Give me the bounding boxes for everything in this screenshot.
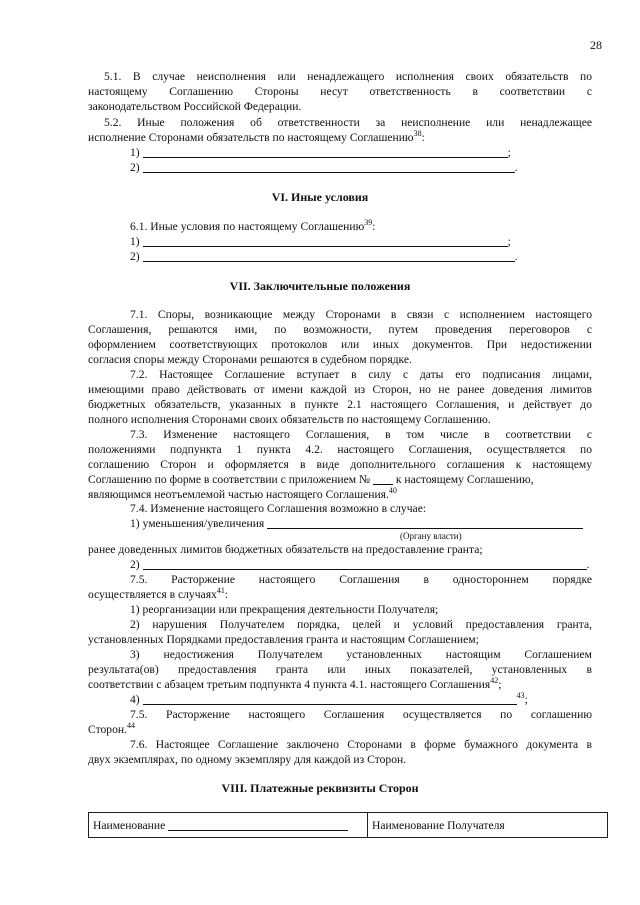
table-row — [89, 813, 608, 838]
para-7-2-line1: 7.2. Настоящее Соглашение вступает в силу с даты его подписания лицами, — [130, 368, 592, 381]
para-7-3-line2: положениями подпункта 1 пункта 4.2. настоящего Соглашения, осуществляется по — [88, 443, 592, 456]
para-7-2-line3: бюджетных обязательств, указанных в пункте 2.1 настоящего Соглашения, и действует до — [88, 398, 592, 411]
para-7-6-line2: двух экземплярах, по одному экземпляру для каждой из Сторон. — [88, 753, 407, 766]
para-5-2-item1: 1) ; — [130, 146, 511, 159]
para-7-3-line4: Соглашению по форме в соответствии с приложением № к настоящему Соглашению, — [88, 473, 534, 486]
footnote-ref-40: 40 — [388, 486, 397, 495]
para-5-2-item2: 2) . — [130, 161, 518, 174]
para-7-5-item2a: 2) нарушения Получателем порядка, целей и условий предоставления гранта, — [130, 618, 592, 631]
section-heading-8: VIII. Платежные реквизиты Сторон — [221, 781, 419, 795]
para-7-3-line3: соглашению Сторон и оформляется в виде дополнительного соглашения к настоящему — [88, 458, 592, 471]
para-7-4-item1: 1) уменьшения/увеличения — [130, 517, 583, 531]
section-heading-6: VI. Иные условия — [271, 190, 369, 204]
footnote-ref-44: 44 — [127, 721, 135, 730]
para-7-5b-line2: Сторон.$^{44}$ — [88, 721, 135, 736]
para-7-5-item3a: 3) недостижения Получателем установленных настоящим Соглашением — [130, 648, 592, 661]
para-7-1-line1: 7.1. Споры, возникающие между Сторонами в связи с исполнением настоящего — [130, 308, 592, 321]
footnote-ref-38: 38 — [413, 129, 422, 138]
para-7-4-item2: 2) . — [130, 558, 590, 571]
para-7-1-line4: согласия споры между Сторонами решаются в судебном порядке. — [88, 353, 412, 366]
page-number: 28 — [590, 38, 602, 52]
section-heading-7: VII. Заключительные положения — [229, 279, 411, 293]
para-5-1-line2: настоящему Соглашению Стороны несут ответственность в соответствии с — [88, 85, 592, 98]
payment-details-table — [88, 812, 608, 838]
para-7-3-line1: 7.3. Изменение настоящего Соглашения, в том числе в соответствии с — [130, 428, 592, 441]
para-6-1-line1: 6.1. Иные условия по настоящему Соглашению$^{39}$: — [130, 218, 376, 233]
para-7-1-line3: оформлением соответствующих протоколов или иных документов. При недостижении — [88, 338, 592, 351]
footnote-ref-43: 43 — [516, 691, 525, 700]
para-7-2-line4: полного исполнения Сторонами своих обязательств по настоящему Соглашению. — [88, 413, 491, 426]
para-7-6-line1: 7.6. Настоящее Соглашение заключено Сторонами в форме бумажного документа в — [130, 738, 592, 751]
para-5-2-line1: 5.2. Иные положения об ответственности за неисполнение или ненадлежащее — [104, 116, 592, 129]
para-5-1-line1: 5.1. В случае неисполнения или ненадлежащего исполнения своих обязательств по — [104, 70, 592, 83]
para-7-4-line1: 7.4. Изменение настоящего Соглашения возможно в случае: — [130, 502, 427, 515]
para-5-2-line2: исполнение Сторонами обязательств по настоящему Соглашению$^{38}$: — [88, 129, 425, 144]
footnote-ref-39: 39 — [364, 218, 373, 227]
para-7-5-item3b: результата(ов) предоставления гранта или иных показателей, установленных в — [88, 663, 592, 676]
organ-caption: (Органу власти) — [400, 531, 462, 541]
para-7-5-line1: 7.5. Расторжение настоящего Соглашения в одностороннем порядке — [130, 573, 592, 586]
para-7-5-item1: 1) реорганизации или прекращения деятельности Получателя; — [130, 603, 439, 616]
footnote-ref-41: 41 — [216, 586, 225, 595]
para-7-3-line5: являющимся неотъемлемой частью настоящего Соглашения.$^{40}$ — [88, 486, 397, 501]
para-7-5-item3c: соответствии с абзацем третьим подпункта 4 пункта 4.1. настоящего Соглашения$^{42}$; — [88, 676, 502, 691]
para-7-5-item4: 4) $^{43}$; — [130, 691, 528, 706]
para-7-2-line2: имеющими право действовать от имени каждой из Сторон, но не ранее доведения лимитов — [88, 383, 592, 396]
footnote-ref-42: 42 — [490, 676, 499, 685]
table-cell-left: Наименование — [89, 813, 368, 838]
table-cell-right: Наименование Получателя — [368, 813, 608, 838]
para-6-1-item1: 1) ; — [130, 235, 511, 248]
para-5-1-line3: законодательством Российской Федерации. — [88, 100, 302, 113]
para-7-5-item2b: установленных Порядками предоставления гранта и настоящим Соглашением; — [88, 633, 479, 646]
para-7-5-line2: осуществляется в случаях$^{41}$: — [88, 586, 229, 601]
para-6-1-item2: 2) . — [130, 250, 518, 263]
para-7-4-line3: ранее доведенных лимитов бюджетных обязательств на предоставление гранта; — [88, 543, 483, 556]
para-7-5b-line1: 7.5. Расторжение настоящего Соглашения осуществляется по соглашению — [130, 708, 592, 721]
para-7-1-line2: Соглашения, решаются ими, по возможности, путем проведения переговоров с — [88, 323, 592, 336]
